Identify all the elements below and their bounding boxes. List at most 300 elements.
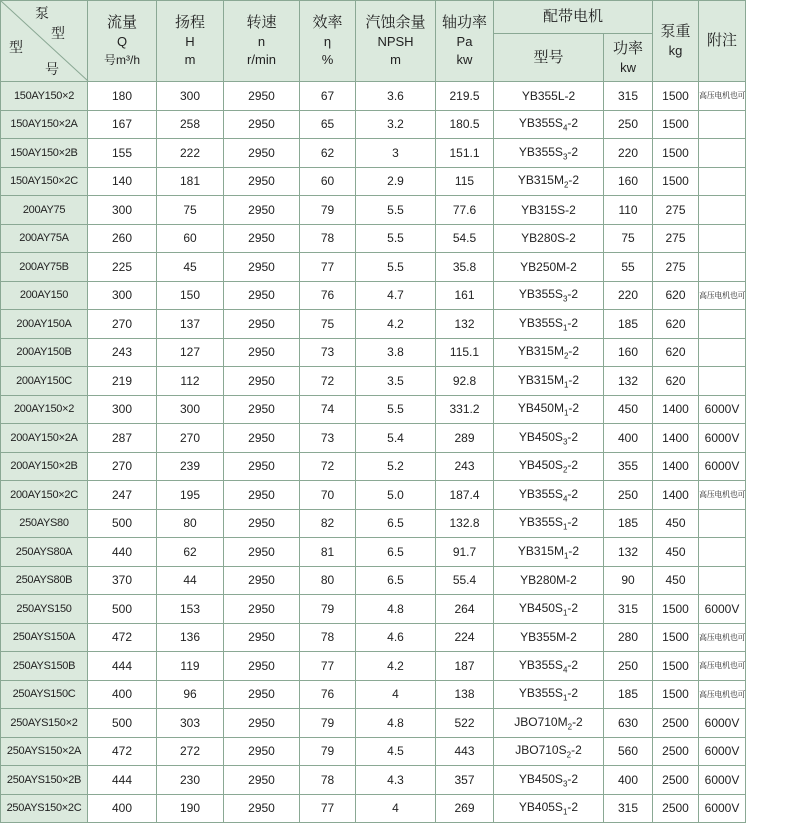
motor-power-cell: 90 bbox=[604, 566, 653, 595]
note-cell bbox=[699, 110, 746, 139]
motor-model-cell: $YB315M_2-2$ bbox=[494, 338, 604, 367]
corner-top: 泵 bbox=[35, 5, 49, 21]
weight-cell: 450 bbox=[653, 509, 699, 538]
motor-power-cell: 185 bbox=[604, 509, 653, 538]
motor-power-cell: 280 bbox=[604, 623, 653, 652]
npsh-cell: 4.6 bbox=[356, 623, 436, 652]
efficiency-cell: 77 bbox=[300, 652, 356, 681]
motor-model-cell: YB280M-2 bbox=[494, 566, 604, 595]
model-cell: 250AYS150×2C bbox=[1, 794, 88, 823]
corner-bottom: 号 bbox=[45, 61, 59, 77]
npsh-cell: 4 bbox=[356, 680, 436, 709]
table-row bbox=[1, 794, 801, 823]
npsh-cell: 3.8 bbox=[356, 338, 436, 367]
efficiency-cell: 73 bbox=[300, 424, 356, 453]
motor-power-cell: 250 bbox=[604, 110, 653, 139]
note-cell bbox=[699, 224, 746, 253]
table-row bbox=[1, 452, 801, 481]
model-cell: 250AYS150A bbox=[1, 623, 88, 652]
shaft-power-cell: 180.5 bbox=[436, 110, 494, 139]
note-cell bbox=[699, 367, 746, 396]
head-cell: 96 bbox=[157, 680, 224, 709]
shaft-power-cell: 331.2 bbox=[436, 395, 494, 424]
col-motor-group: 配带电机 bbox=[494, 1, 653, 34]
motor-power-cell: 75 bbox=[604, 224, 653, 253]
efficiency-cell: 62 bbox=[300, 139, 356, 168]
shaft-power-cell: 443 bbox=[436, 737, 494, 766]
motor-power-cell: 250 bbox=[604, 652, 653, 681]
efficiency-cell: 79 bbox=[300, 709, 356, 738]
weight-cell: 2500 bbox=[653, 737, 699, 766]
weight-cell: 1500 bbox=[653, 110, 699, 139]
weight-cell: 1500 bbox=[653, 652, 699, 681]
weight-cell: 2500 bbox=[653, 709, 699, 738]
table-row bbox=[1, 82, 801, 111]
speed-cell: 2950 bbox=[224, 110, 300, 139]
table-row bbox=[1, 196, 801, 225]
shaft-power-cell: 161 bbox=[436, 281, 494, 310]
table-row bbox=[1, 509, 801, 538]
motor-model-cell: $YB355S_4-2$ bbox=[494, 652, 604, 681]
model-cell: 200AY150×2B bbox=[1, 452, 88, 481]
table-row bbox=[1, 139, 801, 168]
efficiency-cell: 79 bbox=[300, 737, 356, 766]
motor-power-cell: 185 bbox=[604, 680, 653, 709]
shaft-power-cell: 264 bbox=[436, 595, 494, 624]
flow-cell: 155 bbox=[88, 139, 157, 168]
note-cell bbox=[699, 509, 746, 538]
head-cell: 44 bbox=[157, 566, 224, 595]
flow-cell: 270 bbox=[88, 452, 157, 481]
weight-cell: 1500 bbox=[653, 82, 699, 111]
head-cell: 150 bbox=[157, 281, 224, 310]
motor-model-cell: $JBO710S_2-2$ bbox=[494, 737, 604, 766]
efficiency-cell: 76 bbox=[300, 281, 356, 310]
table-row bbox=[1, 538, 801, 567]
model-cell: 250AYS80B bbox=[1, 566, 88, 595]
weight-cell: 620 bbox=[653, 338, 699, 367]
efficiency-cell: 75 bbox=[300, 310, 356, 339]
motor-power-cell: 110 bbox=[604, 196, 653, 225]
head-cell: 80 bbox=[157, 509, 224, 538]
table-row bbox=[1, 424, 801, 453]
flow-cell: 440 bbox=[88, 538, 157, 567]
npsh-cell: 5.0 bbox=[356, 481, 436, 510]
flow-cell: 400 bbox=[88, 680, 157, 709]
head-cell: 195 bbox=[157, 481, 224, 510]
head-cell: 258 bbox=[157, 110, 224, 139]
table-row bbox=[1, 338, 801, 367]
speed-cell: 2950 bbox=[224, 680, 300, 709]
shaft-power-cell: 91.7 bbox=[436, 538, 494, 567]
motor-model-cell: $YB355S_3-2$ bbox=[494, 139, 604, 168]
head-cell: 272 bbox=[157, 737, 224, 766]
flow-cell: 500 bbox=[88, 709, 157, 738]
note-cell bbox=[699, 139, 746, 168]
weight-cell: 1400 bbox=[653, 481, 699, 510]
note-cell bbox=[699, 338, 746, 367]
speed-cell: 2950 bbox=[224, 709, 300, 738]
model-cell: 150AY150×2C bbox=[1, 167, 88, 196]
motor-power-cell: 160 bbox=[604, 338, 653, 367]
speed-cell: 2950 bbox=[224, 367, 300, 396]
weight-cell: 620 bbox=[653, 281, 699, 310]
npsh-cell: 2.9 bbox=[356, 167, 436, 196]
table-row bbox=[1, 224, 801, 253]
head-cell: 303 bbox=[157, 709, 224, 738]
motor-power-cell: 450 bbox=[604, 395, 653, 424]
shaft-power-cell: 132 bbox=[436, 310, 494, 339]
weight-cell: 1500 bbox=[653, 595, 699, 624]
efficiency-cell: 77 bbox=[300, 794, 356, 823]
motor-model-cell: $YB355S_4-2$ bbox=[494, 481, 604, 510]
table-row bbox=[1, 623, 801, 652]
flow-cell: 500 bbox=[88, 595, 157, 624]
head-cell: 300 bbox=[157, 82, 224, 111]
note-cell: 高压电机也可 bbox=[699, 652, 746, 681]
corner-middle: 型 bbox=[51, 25, 65, 41]
flow-cell: 472 bbox=[88, 623, 157, 652]
efficiency-cell: 78 bbox=[300, 766, 356, 795]
model-cell: 200AY75A bbox=[1, 224, 88, 253]
shaft-power-cell: 115.1 bbox=[436, 338, 494, 367]
head-cell: 119 bbox=[157, 652, 224, 681]
note-cell: 高压电机也可 bbox=[699, 680, 746, 709]
motor-model-cell: YB280S-2 bbox=[494, 224, 604, 253]
table-row bbox=[1, 566, 801, 595]
npsh-cell: 4.8 bbox=[356, 595, 436, 624]
weight-cell: 620 bbox=[653, 310, 699, 339]
col-efficiency: 效率 η % bbox=[300, 1, 356, 82]
weight-cell: 1500 bbox=[653, 680, 699, 709]
efficiency-cell: 79 bbox=[300, 595, 356, 624]
model-cell: 200AY150 bbox=[1, 281, 88, 310]
shaft-power-cell: 138 bbox=[436, 680, 494, 709]
table-row bbox=[1, 367, 801, 396]
motor-model-cell: $YB450S_2-2$ bbox=[494, 452, 604, 481]
speed-cell: 2950 bbox=[224, 452, 300, 481]
col-weight: 泵重 kg bbox=[653, 1, 699, 82]
speed-cell: 2950 bbox=[224, 509, 300, 538]
speed-cell: 2950 bbox=[224, 794, 300, 823]
note-cell bbox=[699, 310, 746, 339]
motor-power-cell: 355 bbox=[604, 452, 653, 481]
head-cell: 137 bbox=[157, 310, 224, 339]
efficiency-cell: 72 bbox=[300, 367, 356, 396]
flow-cell: 444 bbox=[88, 652, 157, 681]
motor-power-cell: 220 bbox=[604, 139, 653, 168]
motor-power-cell: 55 bbox=[604, 253, 653, 282]
model-cell: 250AYS150B bbox=[1, 652, 88, 681]
head-cell: 75 bbox=[157, 196, 224, 225]
model-cell: 200AY150×2 bbox=[1, 395, 88, 424]
flow-cell: 472 bbox=[88, 737, 157, 766]
corner-header bbox=[1, 1, 88, 82]
shaft-power-cell: 187 bbox=[436, 652, 494, 681]
table-row bbox=[1, 110, 801, 139]
note-cell: 6000V bbox=[699, 395, 746, 424]
speed-cell: 2950 bbox=[224, 139, 300, 168]
npsh-cell: 5.5 bbox=[356, 224, 436, 253]
model-cell: 150AY150×2 bbox=[1, 82, 88, 111]
npsh-cell: 3.6 bbox=[356, 82, 436, 111]
shaft-power-cell: 224 bbox=[436, 623, 494, 652]
model-cell: 250AYS150×2 bbox=[1, 709, 88, 738]
efficiency-cell: 67 bbox=[300, 82, 356, 111]
table-row bbox=[1, 652, 801, 681]
note-cell: 6000V bbox=[699, 709, 746, 738]
speed-cell: 2950 bbox=[224, 595, 300, 624]
weight-cell: 620 bbox=[653, 367, 699, 396]
motor-model-cell: $YB315M_2-2$ bbox=[494, 167, 604, 196]
note-cell bbox=[699, 167, 746, 196]
flow-cell: 300 bbox=[88, 196, 157, 225]
motor-power-cell: 315 bbox=[604, 82, 653, 111]
model-cell: 200AY150C bbox=[1, 367, 88, 396]
speed-cell: 2950 bbox=[224, 167, 300, 196]
shaft-power-cell: 92.8 bbox=[436, 367, 494, 396]
efficiency-cell: 70 bbox=[300, 481, 356, 510]
table-row bbox=[1, 310, 801, 339]
shaft-power-cell: 132.8 bbox=[436, 509, 494, 538]
weight-cell: 1500 bbox=[653, 623, 699, 652]
npsh-cell: 5.5 bbox=[356, 395, 436, 424]
model-cell: 250AYS150×2A bbox=[1, 737, 88, 766]
motor-model-cell: $YB315M_1-2$ bbox=[494, 538, 604, 567]
efficiency-cell: 81 bbox=[300, 538, 356, 567]
shaft-power-cell: 522 bbox=[436, 709, 494, 738]
motor-model-cell: YB355L-2 bbox=[494, 82, 604, 111]
motor-power-cell: 185 bbox=[604, 310, 653, 339]
efficiency-cell: 79 bbox=[300, 196, 356, 225]
col-npsh: 汽蚀余量 NPSH m bbox=[356, 1, 436, 82]
weight-cell: 275 bbox=[653, 253, 699, 282]
weight-cell: 450 bbox=[653, 538, 699, 567]
note-cell: 高压电机也可 bbox=[699, 623, 746, 652]
efficiency-cell: 73 bbox=[300, 338, 356, 367]
table-row bbox=[1, 281, 801, 310]
head-cell: 153 bbox=[157, 595, 224, 624]
shaft-power-cell: 289 bbox=[436, 424, 494, 453]
note-cell bbox=[699, 566, 746, 595]
model-cell: 250AYS150×2B bbox=[1, 766, 88, 795]
npsh-cell: 4.3 bbox=[356, 766, 436, 795]
shaft-power-cell: 243 bbox=[436, 452, 494, 481]
npsh-cell: 3.5 bbox=[356, 367, 436, 396]
shaft-power-cell: 219.5 bbox=[436, 82, 494, 111]
speed-cell: 2950 bbox=[224, 224, 300, 253]
npsh-cell: 4.5 bbox=[356, 737, 436, 766]
speed-cell: 2950 bbox=[224, 281, 300, 310]
note-cell: 6000V bbox=[699, 737, 746, 766]
head-cell: 60 bbox=[157, 224, 224, 253]
shaft-power-cell: 187.4 bbox=[436, 481, 494, 510]
head-cell: 222 bbox=[157, 139, 224, 168]
weight-cell: 1500 bbox=[653, 167, 699, 196]
npsh-cell: 4.7 bbox=[356, 281, 436, 310]
shaft-power-cell: 77.6 bbox=[436, 196, 494, 225]
motor-power-cell: 630 bbox=[604, 709, 653, 738]
flow-cell: 370 bbox=[88, 566, 157, 595]
efficiency-cell: 78 bbox=[300, 224, 356, 253]
shaft-power-cell: 151.1 bbox=[436, 139, 494, 168]
motor-power-cell: 400 bbox=[604, 766, 653, 795]
corner-left: 型 bbox=[9, 39, 23, 55]
head-cell: 112 bbox=[157, 367, 224, 396]
efficiency-cell: 72 bbox=[300, 452, 356, 481]
npsh-cell: 6.5 bbox=[356, 509, 436, 538]
head-cell: 239 bbox=[157, 452, 224, 481]
head-cell: 190 bbox=[157, 794, 224, 823]
speed-cell: 2950 bbox=[224, 424, 300, 453]
note-cell: 6000V bbox=[699, 452, 746, 481]
model-cell: 200AY150B bbox=[1, 338, 88, 367]
motor-model-cell: $YB450M_1-2$ bbox=[494, 395, 604, 424]
note-cell bbox=[699, 538, 746, 567]
col-flow: 流量 Q 号m³/h bbox=[88, 1, 157, 82]
model-cell: 250AYS80A bbox=[1, 538, 88, 567]
motor-model-cell: YB315S-2 bbox=[494, 196, 604, 225]
note-cell: 6000V bbox=[699, 766, 746, 795]
motor-model-cell: $YB355S_3-2$ bbox=[494, 281, 604, 310]
model-cell: 150AY150×2B bbox=[1, 139, 88, 168]
model-cell: 200AY75 bbox=[1, 196, 88, 225]
motor-model-cell: $YB355S_1-2$ bbox=[494, 509, 604, 538]
motor-model-cell: $JBO710M_2-2$ bbox=[494, 709, 604, 738]
weight-cell: 2500 bbox=[653, 766, 699, 795]
motor-model-cell: $YB355S_1-2$ bbox=[494, 310, 604, 339]
motor-model-cell: $YB450S_1-2$ bbox=[494, 595, 604, 624]
note-cell: 高压电机也可 bbox=[699, 481, 746, 510]
note-cell: 6000V bbox=[699, 595, 746, 624]
motor-model-cell: $YB355S_4-2$ bbox=[494, 110, 604, 139]
head-cell: 45 bbox=[157, 253, 224, 282]
shaft-power-cell: 54.5 bbox=[436, 224, 494, 253]
motor-power-cell: 315 bbox=[604, 595, 653, 624]
npsh-cell: 4.2 bbox=[356, 310, 436, 339]
shaft-power-cell: 55.4 bbox=[436, 566, 494, 595]
col-motor-model: 型号 bbox=[494, 34, 604, 82]
note-cell: 高压电机也可 bbox=[699, 281, 746, 310]
speed-cell: 2950 bbox=[224, 566, 300, 595]
flow-cell: 225 bbox=[88, 253, 157, 282]
npsh-cell: 3 bbox=[356, 139, 436, 168]
flow-cell: 243 bbox=[88, 338, 157, 367]
flow-cell: 400 bbox=[88, 794, 157, 823]
motor-power-cell: 220 bbox=[604, 281, 653, 310]
efficiency-cell: 82 bbox=[300, 509, 356, 538]
speed-cell: 2950 bbox=[224, 196, 300, 225]
flow-cell: 300 bbox=[88, 395, 157, 424]
table-row bbox=[1, 737, 801, 766]
flow-cell: 247 bbox=[88, 481, 157, 510]
model-cell: 250AYS150 bbox=[1, 595, 88, 624]
motor-model-cell: $YB450S_3-2$ bbox=[494, 424, 604, 453]
motor-power-cell: 315 bbox=[604, 794, 653, 823]
npsh-cell: 4.2 bbox=[356, 652, 436, 681]
speed-cell: 2950 bbox=[224, 652, 300, 681]
flow-cell: 180 bbox=[88, 82, 157, 111]
model-cell: 200AY75B bbox=[1, 253, 88, 282]
head-cell: 181 bbox=[157, 167, 224, 196]
note-cell: 高压电机也可 bbox=[699, 82, 746, 111]
speed-cell: 2950 bbox=[224, 395, 300, 424]
npsh-cell: 6.5 bbox=[356, 538, 436, 567]
table-row bbox=[1, 766, 801, 795]
motor-power-cell: 250 bbox=[604, 481, 653, 510]
weight-cell: 275 bbox=[653, 196, 699, 225]
note-cell: 6000V bbox=[699, 794, 746, 823]
col-speed: 转速 n r/min bbox=[224, 1, 300, 82]
model-cell: 150AY150×2A bbox=[1, 110, 88, 139]
npsh-cell: 5.4 bbox=[356, 424, 436, 453]
head-cell: 300 bbox=[157, 395, 224, 424]
head-cell: 136 bbox=[157, 623, 224, 652]
weight-cell: 1400 bbox=[653, 395, 699, 424]
flow-cell: 140 bbox=[88, 167, 157, 196]
motor-power-cell: 132 bbox=[604, 538, 653, 567]
flow-cell: 219 bbox=[88, 367, 157, 396]
npsh-cell: 5.2 bbox=[356, 452, 436, 481]
model-cell: 200AY150A bbox=[1, 310, 88, 339]
motor-power-cell: 132 bbox=[604, 367, 653, 396]
flow-cell: 300 bbox=[88, 281, 157, 310]
flow-cell: 260 bbox=[88, 224, 157, 253]
efficiency-cell: 74 bbox=[300, 395, 356, 424]
efficiency-cell: 80 bbox=[300, 566, 356, 595]
speed-cell: 2950 bbox=[224, 623, 300, 652]
motor-model-cell: YB355M-2 bbox=[494, 623, 604, 652]
model-cell: 200AY150×2A bbox=[1, 424, 88, 453]
npsh-cell: 3.2 bbox=[356, 110, 436, 139]
table-row bbox=[1, 680, 801, 709]
motor-model-cell: $YB405S_1-2$ bbox=[494, 794, 604, 823]
shaft-power-cell: 269 bbox=[436, 794, 494, 823]
flow-cell: 270 bbox=[88, 310, 157, 339]
note-cell: 6000V bbox=[699, 424, 746, 453]
flow-cell: 287 bbox=[88, 424, 157, 453]
flow-cell: 444 bbox=[88, 766, 157, 795]
motor-power-cell: 400 bbox=[604, 424, 653, 453]
flow-cell: 500 bbox=[88, 509, 157, 538]
weight-cell: 450 bbox=[653, 566, 699, 595]
table-row bbox=[1, 395, 801, 424]
weight-cell: 1500 bbox=[653, 139, 699, 168]
npsh-cell: 4.8 bbox=[356, 709, 436, 738]
weight-cell: 1400 bbox=[653, 424, 699, 453]
motor-power-cell: 560 bbox=[604, 737, 653, 766]
speed-cell: 2950 bbox=[224, 82, 300, 111]
speed-cell: 2950 bbox=[224, 338, 300, 367]
col-motor-power: 功率 kw bbox=[604, 34, 653, 82]
motor-model-cell: $YB355S_1-2$ bbox=[494, 680, 604, 709]
model-cell: 250AYS80 bbox=[1, 509, 88, 538]
shaft-power-cell: 35.8 bbox=[436, 253, 494, 282]
head-cell: 230 bbox=[157, 766, 224, 795]
table-row bbox=[1, 167, 801, 196]
motor-power-cell: 160 bbox=[604, 167, 653, 196]
model-cell: 200AY150×2C bbox=[1, 481, 88, 510]
npsh-cell: 4 bbox=[356, 794, 436, 823]
table-row bbox=[1, 253, 801, 282]
table-row bbox=[1, 709, 801, 738]
weight-cell: 2500 bbox=[653, 794, 699, 823]
head-cell: 62 bbox=[157, 538, 224, 567]
col-head: 扬程 H m bbox=[157, 1, 224, 82]
shaft-power-cell: 357 bbox=[436, 766, 494, 795]
efficiency-cell: 60 bbox=[300, 167, 356, 196]
speed-cell: 2950 bbox=[224, 766, 300, 795]
